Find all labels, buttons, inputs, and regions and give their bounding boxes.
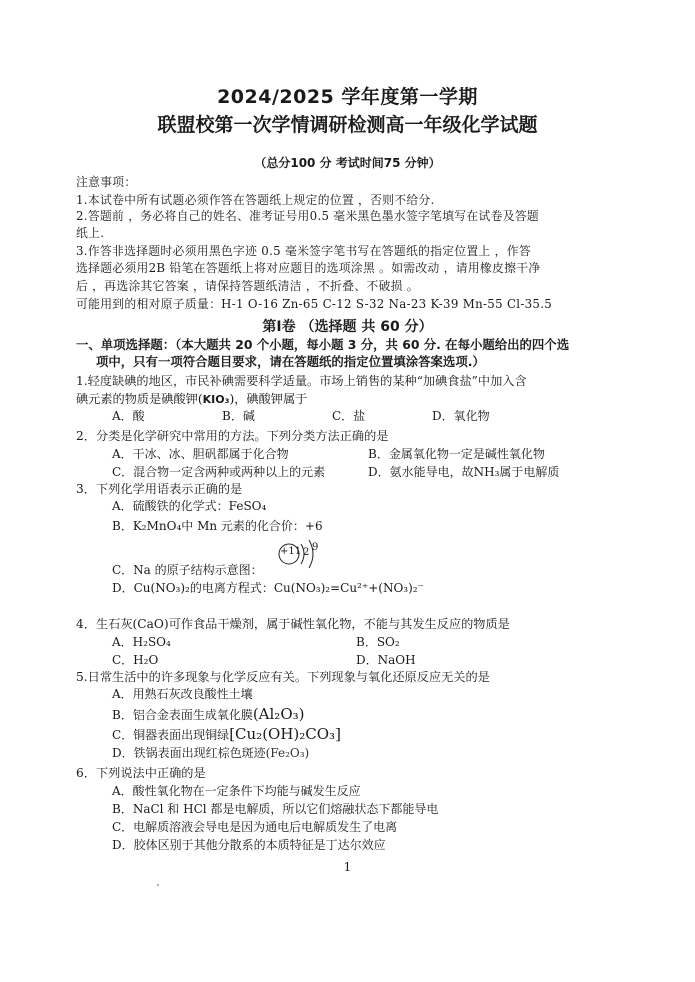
q1-option-d: D．氧化物 (432, 409, 490, 423)
q2-option-a: A．干冰、冰、胆矾都属于化合物 (112, 447, 289, 461)
notice-line: 1.本试卷中所有试题必须作答在答题纸上规定的位置 ，否则不给分. (76, 193, 435, 207)
notice-line: 2.答题前 ，务必将自己的姓名、准考证号用0.5 毫米黑色墨水签字笔填写在试卷及答题 (76, 209, 540, 223)
exam-title-year: 2024/2025 学年度第一学期 (217, 86, 478, 108)
q5-option-a: A．用熟石灰改良酸性土壤 (112, 687, 253, 701)
q6-option-a: A．酸性氧化物在一定条件下均能与碱发生反应 (112, 784, 361, 798)
notice-heading: 注意事项： (76, 175, 137, 189)
scan-speck (157, 884, 159, 886)
q6-option-c: C．电解质溶液会导电是因为通电后电解质发生了电离 (112, 820, 398, 834)
atom-shell-2-label: 9 (312, 542, 319, 553)
fe2o3-formula: (Fe₂O₃) (265, 746, 310, 760)
question-5-stem: 5.日常生活中的许多现象与化学反应有关。下列现象与氧化还原反应无关的是 (76, 670, 490, 684)
q4-option-a: A．H₂SO₄ (112, 635, 171, 649)
q3-option-d (112, 580, 424, 596)
q6-option-b: B．NaCl 和 HCl 都是电解质，所以它们熔融状态下都能导电 (112, 802, 439, 816)
q5-option-d-text: D．铁锅表面出现红棕色斑迹 (112, 746, 266, 760)
question-1-stem: 1.轻度缺碘的地区，市民补碘需要科学适量。市场上销售的某种“加碘食盐”中加入含 (76, 374, 527, 388)
al2o3-formula: (Al₂O₃) (252, 705, 305, 723)
q5-option-b-text: B．铝合金表面生成氧化膜 (112, 708, 253, 722)
q2-option-c: C．混合物一定含两种或两种以上的元素 (112, 465, 326, 479)
notice-line: 后 ，再选涂其它答案 ，请保持答题纸清洁 ，不折叠、不破损 。 (76, 279, 419, 293)
notice-line: 选择题必须用2B 铅笔在答题纸上将对应题目的选项涂黑 。如需改动 ，请用橡皮擦干净 (76, 261, 541, 275)
page-number: 1 (343, 860, 352, 874)
question-1-stem-cont (76, 391, 307, 408)
q3-option-c: C．Na 的原子结构示意图： (112, 563, 263, 577)
section-instruction: 一、单项选择题：（本大题共 20 个小题，每小题 3 分，共 60 分. 在每小题给出的四个选 (76, 337, 570, 352)
ionization-equation: Cu(NO₃)₂=Cu²⁺+(NO₃)₂⁻ (273, 581, 424, 595)
q3-option-a: A．硫酸铁的化学式：FeSO₄ (112, 499, 267, 513)
section-title: 第Ⅰ卷 （选择题 共 60 分） (262, 319, 433, 335)
notice-line: 3.作答非选择题时必须用黑色字迹 0.5 毫米签字笔书写在答题纸的指定位置上 ，作答 (76, 244, 531, 258)
atom-shell-1-label: 2 (303, 547, 310, 558)
question-3-stem: 3．下列化学用语表示正确的是 (76, 482, 243, 496)
q1-option-a: A．酸 (112, 409, 145, 423)
q3-option-b: B．K₂MnO₄中 Mn 元素的化合价：+6 (112, 519, 323, 533)
exam-title: 联盟校第一次学情调研检测高一年级化学试题 (157, 114, 538, 136)
atom-nucleus-label: +11 (280, 546, 302, 557)
cu2oh2co3-formula: [Cu₂(OH)₂CO₃] (229, 725, 341, 743)
sodium-atom-diagram (276, 536, 324, 572)
q5-option-d (112, 745, 309, 761)
q1-option-b: B．碱 (222, 409, 255, 423)
question-4-stem: 4．生石灰(CaO)可作食品干燥剂，属于碱性氧化物，不能与其发生反应的物质是 (76, 617, 510, 631)
q2-option-b: B．金属氧化物一定是碱性氧化物 (368, 447, 545, 461)
q5-option-c (112, 726, 341, 743)
q2-option-d: D．氨水能导电，故NH₃属于电解质 (368, 465, 560, 479)
q4-option-b: B．SO₂ (356, 635, 400, 649)
q1-option-c: C．盐 (332, 409, 366, 423)
q5-option-b (112, 706, 305, 723)
section-instruction: 项中，只有一项符合题目要求，请在答题纸的指定位置填涂答案选项.） (96, 354, 485, 369)
q3-option-d-label: D．Cu(NO₃)₂的电离方程式： (112, 581, 274, 595)
kio3-formula: KIO₃ (202, 393, 230, 406)
q6-option-d: D．胶体区别于其他分散系的本质特征是丁达尔效应 (112, 838, 386, 852)
question-6-stem: 6．下列说法中正确的是 (76, 766, 206, 780)
q4-option-d: D．NaOH (356, 653, 416, 667)
question-2-stem: 2．分类是化学研究中常用的方法。下列分类方法正确的是 (76, 429, 389, 443)
exam-subtitle: （总分100 分 考试时间75 分钟） (254, 156, 441, 170)
q1-stem-part: 碘元素的物质是碘酸钾( (76, 392, 203, 406)
q5-option-c-text: C．铜器表面出现铜绿 (112, 728, 230, 742)
q1-stem-part: )，碘酸钾属于 (229, 392, 308, 406)
notice-line: 纸上. (76, 226, 105, 240)
atomic-masses: 可能用到的相对原子质量：H-1 O-16 Zn-65 C-12 S-32 Na-23 K-39 Mn-55 Cl-35.5 (76, 297, 553, 311)
q4-option-c: C．H₂O (112, 653, 159, 667)
